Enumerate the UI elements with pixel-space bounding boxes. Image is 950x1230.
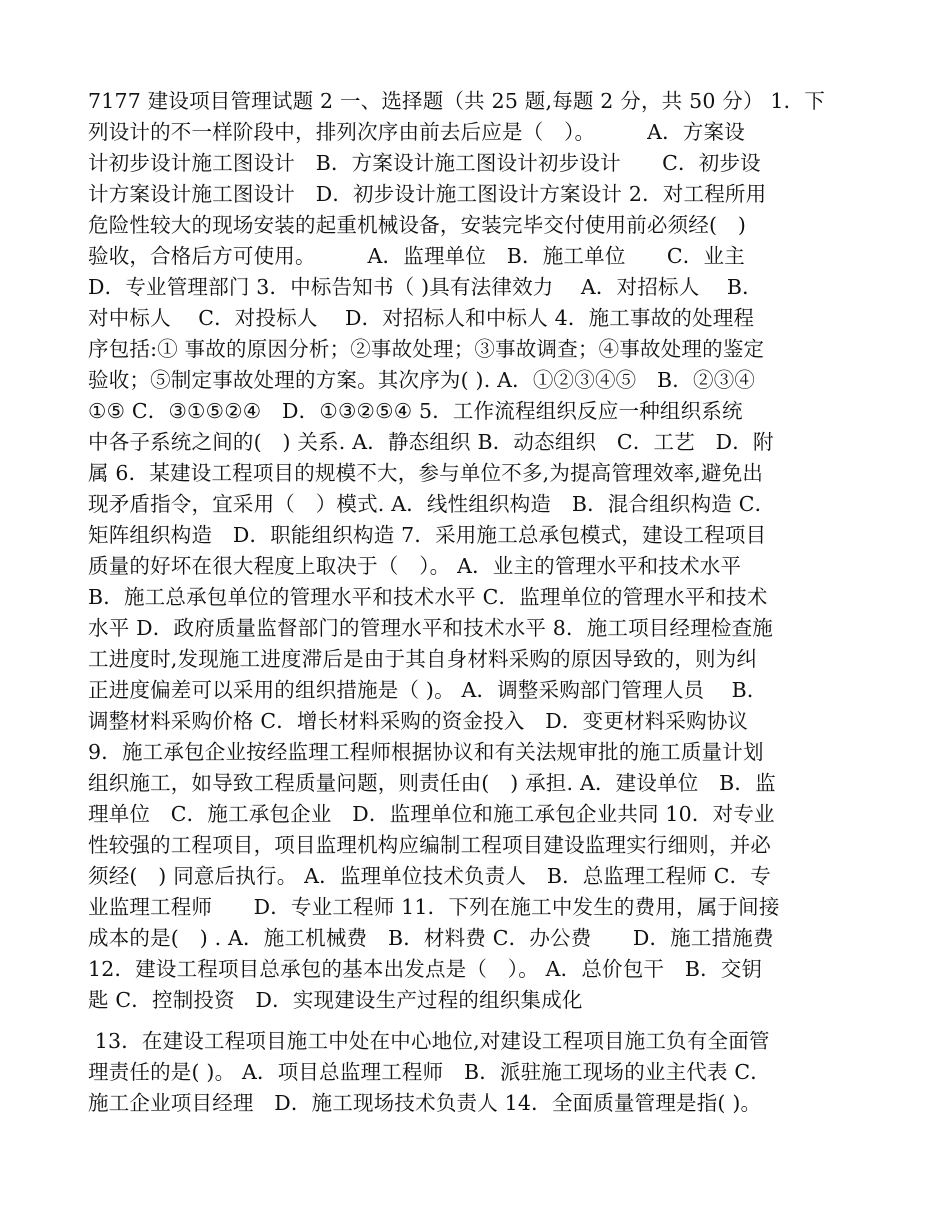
text-line: 水平 D．政府质量监督部门的管理水平和技术水平 8．施工项目经理检查施 [88, 616, 774, 640]
text-line: 业监理工程师 D．专业工程师 11．下列在施工中发生的费用，属于间接 [88, 895, 780, 919]
text-line: 现矛盾指令，宜采用（ ）模式. A．线性组织构造 B．混合组织构造 C． [88, 492, 776, 516]
text-line: B．施工总承包单位的管理水平和技术水平 C．监理单位的管理水平和技术 [88, 585, 768, 609]
paragraph-questions-13-14 [88, 1026, 864, 1119]
text-line: 工进度时,发现施工进度滞后是由于其自身材料采购的原因导致的，则为纠 [88, 647, 758, 671]
text-line: ①⑤ C．③①⑤②④ D．①③②⑤④ 5．工作流程组织反应一种组织系统 [88, 399, 743, 423]
text-line: 验收；⑤制定事故处理的方案。其次序为( ). A．①②③④⑤ B．②③④ [88, 368, 756, 392]
text-line: 列设计的不一样阶段中，排列次序由前去后应是（ ）。 A．方案设 [88, 120, 745, 144]
text-line: 危险性较大的现场安装的起重机械设备，安装完毕交付使用前必须经( ) [88, 213, 747, 237]
text-line: 序包括:① 事故的原因分析；②事故处理；③事故调查；④事故处理的鉴定 [88, 337, 765, 361]
text-line: 施工企业项目经理 D．施工现场技术负责人 14．全面质量管理是指( )。 [88, 1091, 762, 1115]
text-line: 须经( ) 同意后执行。 A．监理单位技术负责人 B．总监理工程师 C．专 [88, 864, 771, 888]
paragraph-questions-1-12 [88, 86, 864, 1016]
text-line: 计初步设计施工图设计 B．方案设计施工图设计初步设计 C．初步设 [88, 151, 761, 175]
text-line: D．专业管理部门 3．中标告知书（ )具有法律效力 A．对招标人 B． [88, 275, 763, 299]
text-line: 组织施工，如导致工程质量问题，则责任由( ) 承担. A．建设单位 B．监 [88, 771, 776, 795]
text-line: 对中标人 C．对投标人 D．对招标人和中标人 4．施工事故的处理程 [88, 306, 755, 330]
text-line: 理责任的是( )。 A．项目总监理工程师 B．派驻施工现场的业主代表 C． [88, 1060, 771, 1084]
text-line: 验收，合格后方可使用。 A．监理单位 B．施工单位 C．业主 [88, 244, 745, 268]
text-line: 属 6．某建设工程项目的规模不大，参与单位不多,为提高管理效率,避免出 [88, 461, 764, 485]
text-line: 正进度偏差可以采用的组织措施是（ )。 A．调整采购部门管理人员 B． [88, 678, 768, 702]
text-line: 计方案设计施工图设计 D．初步设计施工图设计方案设计 2．对工程所用 [88, 182, 767, 206]
text-line: 12．建设工程项目总承包的基本出发点是（ ）。 A．总价包干 B．交钥 [88, 957, 763, 981]
text-line: 性较强的工程项目，项目监理机构应编制工程项目建设监理实行细则，并必 [88, 833, 772, 857]
text-line: 中各子系统之间的( ) 关系. A．静态组织 B．动态组织 C．工艺 D．附 [88, 430, 774, 454]
text-line: 成本的是( ) . A．施工机械费 B．材料费 C．办公费 D．施工措施费 [88, 926, 774, 950]
text-line: 矩阵组织构造 D．职能组织构造 7．采用施工总承包模式，建设工程项目 [88, 523, 767, 547]
text-line: 7177 建设项目管理试题 2 一、选择题（共 25 题,每题 2 分，共 50 分） 1．下 [88, 89, 826, 113]
document-page [88, 86, 864, 1119]
paragraph-gap [88, 1016, 864, 1026]
text-line: 13．在建设工程项目施工中处在中心地位,对建设工程项目施工负有全面管 [88, 1029, 770, 1053]
text-line: 质量的好坏在很大程度上取决于（ ）。 A．业主的管理水平和技术水平 [88, 554, 742, 578]
text-line: 匙 C．控制投资 D．实现建设生产过程的组织集成化 [88, 988, 583, 1012]
text-line: 理单位 C．施工承包企业 D．监理单位和施工承包企业共同 10．对专业 [88, 802, 775, 826]
text-line: 调整材料采购价格 C．增长材料采购的资金投入 D．变更材料采购协议 [88, 709, 749, 733]
text-line: 9．施工承包企业按经监理工程师根据协议和有关法规审批的施工质量计划 [88, 740, 764, 764]
